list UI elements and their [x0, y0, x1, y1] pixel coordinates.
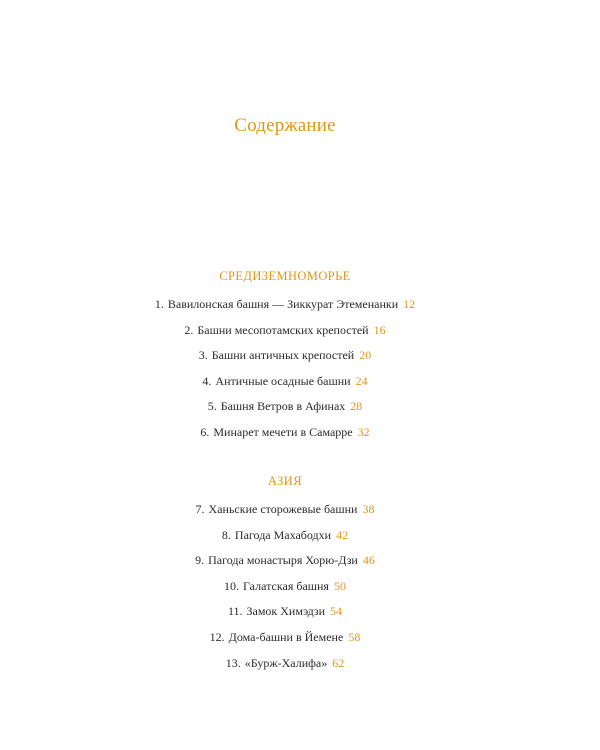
entry-number: 10.	[224, 578, 240, 593]
toc-entry[interactable]	[0, 292, 570, 318]
toc-entry[interactable]	[0, 318, 570, 344]
entry-page: 12	[403, 297, 416, 311]
toc-entry[interactable]	[0, 574, 570, 600]
entry-title: Ханьские сторожевые башни	[208, 502, 358, 516]
entry-number: 1.	[154, 297, 164, 311]
toc-entry[interactable]	[0, 369, 570, 395]
entry-title: Башня Ветров в Афинах	[220, 399, 346, 414]
entry-title: Замок Химэдзи	[246, 604, 326, 619]
entry-title: Античные осадные башни	[215, 373, 351, 388]
entry-page: 38	[362, 502, 375, 516]
entry-number: 7.	[195, 502, 205, 516]
entry-page: 42	[336, 527, 349, 542]
entry-title: Башни месопотамских крепостей	[197, 322, 369, 337]
entry-title: «Бурж-Халифа»	[244, 655, 328, 670]
entry-number: 12.	[209, 629, 225, 644]
entry-title: Минарет мечети в Самарре	[213, 424, 353, 439]
toc-entry[interactable]	[0, 625, 570, 651]
entry-page: 28	[350, 399, 363, 414]
toc-entry[interactable]	[0, 343, 570, 369]
entry-number: 6.	[200, 424, 210, 439]
entry-page: 54	[330, 604, 343, 619]
entry-number: 11.	[227, 604, 243, 619]
entry-number: 9.	[195, 553, 205, 568]
entry-number: 5.	[207, 399, 217, 414]
section-heading: АЗИЯ	[268, 474, 302, 488]
toc-entry[interactable]	[0, 548, 570, 574]
entry-number: 13.	[225, 655, 241, 670]
entry-page: 32	[357, 424, 370, 439]
toc-entry[interactable]	[0, 394, 570, 420]
entry-title: Галатская башня	[243, 578, 329, 593]
entry-number: 3.	[198, 348, 208, 363]
toc-entry[interactable]	[0, 651, 570, 677]
entry-title: Пагода монастыря Хорю-Дзи	[208, 553, 358, 568]
toc-entry[interactable]	[0, 420, 570, 446]
entry-page: 58	[348, 629, 361, 644]
entry-page: 50	[333, 578, 346, 593]
toc-entry[interactable]	[0, 497, 570, 523]
entry-title: Дома-башни в Йемене	[228, 629, 344, 644]
entry-page: 46	[362, 553, 375, 568]
toc-entry[interactable]	[0, 523, 570, 549]
entry-number: 8.	[221, 527, 231, 542]
entry-page: 62	[332, 655, 345, 670]
section-heading: СРЕДИЗЕМНОМОРЬЕ	[219, 269, 351, 283]
toc-section-mediterranean	[0, 266, 570, 446]
entry-title: Вавилонская башня — Зиккурат Этеменанки	[167, 297, 399, 311]
entry-number: 2.	[184, 322, 194, 337]
page-title: Содержание	[234, 115, 336, 136]
entry-title: Пагода Махабодхи	[234, 527, 332, 542]
entry-page: 16	[373, 322, 386, 337]
toc-entry[interactable]	[0, 599, 570, 625]
toc-section-asia	[0, 471, 570, 676]
entry-page: 24	[355, 373, 368, 388]
entry-number: 4.	[202, 373, 212, 388]
entry-title: Башни античных крепостей	[211, 348, 355, 363]
entry-page: 20	[359, 348, 372, 363]
